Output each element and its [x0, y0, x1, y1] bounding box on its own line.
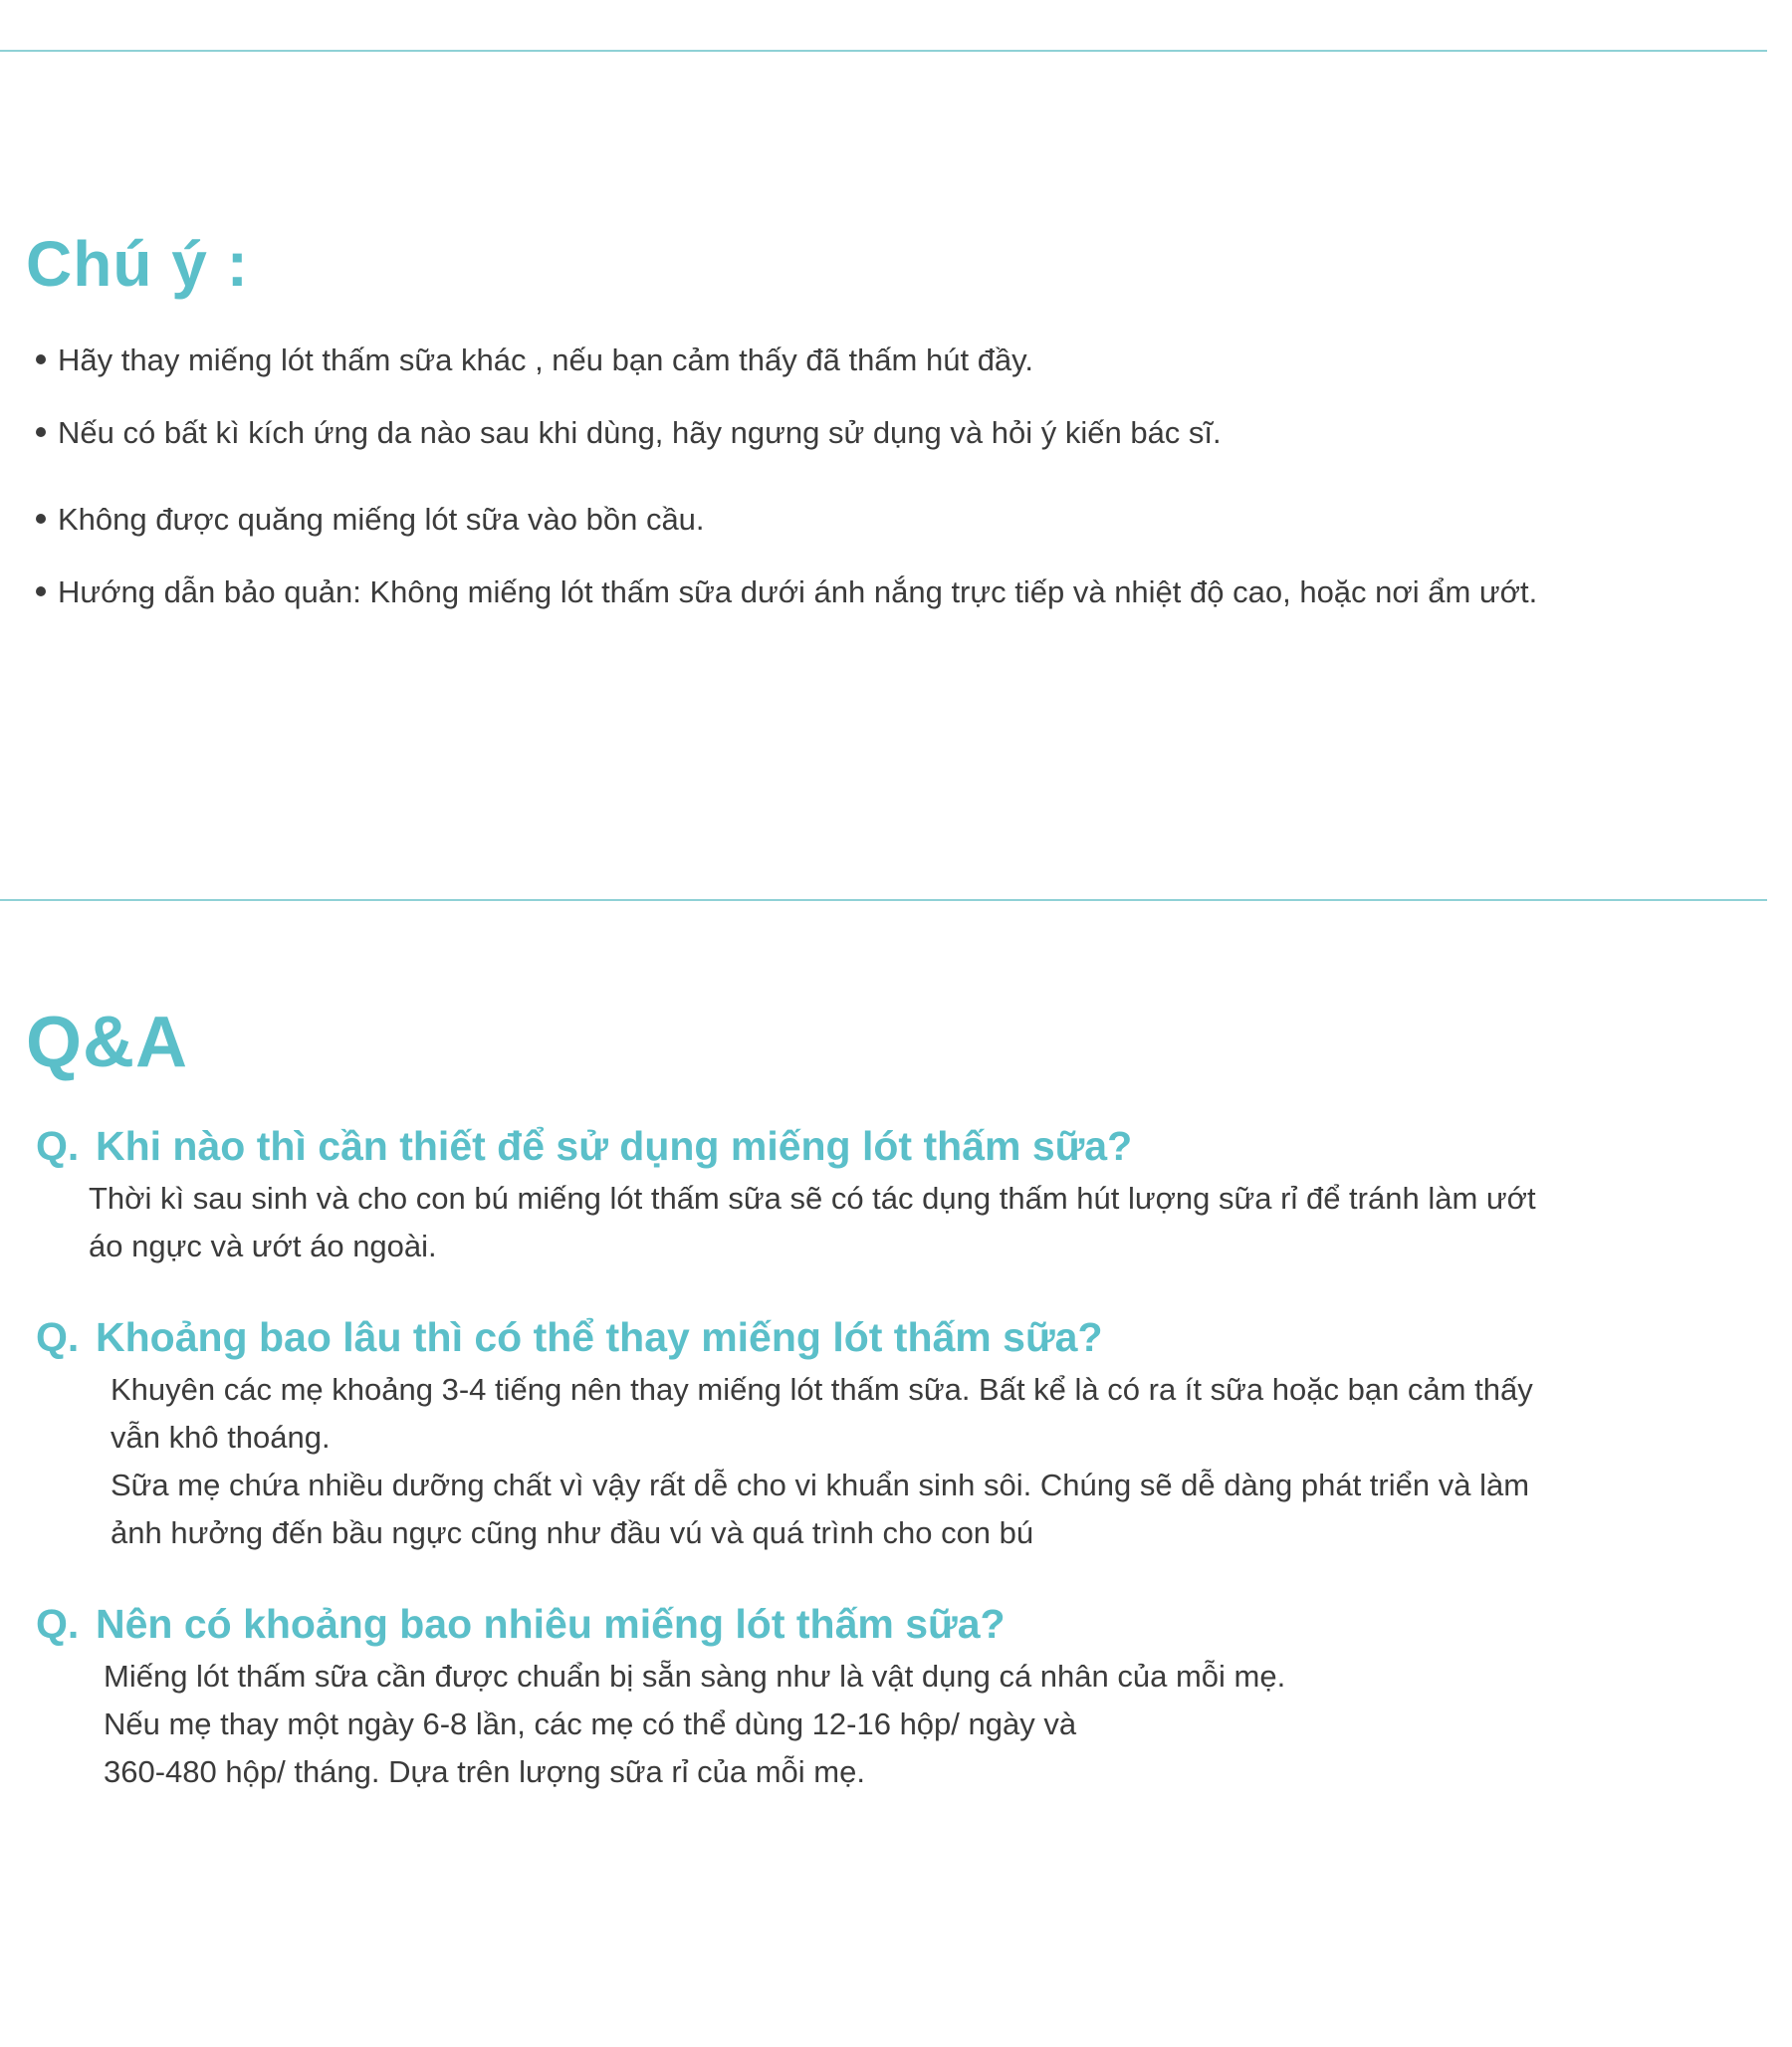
note-item-text: Nếu có bất kì kích ứng da nào sau khi dùng, hãy ngưng sử dụng và hỏi ý kiến bác sĩ.	[58, 415, 1222, 450]
answer-line: Sữa mẹ chứa nhiều dưỡng chất vì vậy rất dễ cho vi khuẩn sinh sôi. Chúng sẽ dễ dàng phát triển và làm	[111, 1468, 1530, 1502]
qa-title: Q&A	[26, 1003, 188, 1082]
qa-answer	[111, 1366, 1533, 1557]
answer-line: Nếu mẹ thay một ngày 6-8 lần, các mẹ có thể dùng 12-16 hộp/ ngày và	[104, 1706, 1077, 1741]
qa-answer	[89, 1175, 1536, 1270]
question-prefix: Q.	[36, 1314, 80, 1360]
bullet-dot-icon	[36, 514, 46, 524]
question-prefix: Q.	[36, 1123, 80, 1169]
section-divider	[0, 899, 1767, 901]
answer-line: Miếng lót thấm sữa cần được chuẩn bị sẵn sàng như là vật dụng cá nhân của mỗi mẹ.	[104, 1659, 1286, 1694]
answer-line: Khuyên các mẹ khoảng 3-4 tiếng nên thay miếng lót thấm sữa. Bất kể là có ra ít sữa hoặc bạn cảm thấy	[111, 1372, 1533, 1407]
answer-line: vẫn khô thoáng.	[111, 1420, 331, 1455]
answer-line: áo ngực và ướt áo ngoài.	[89, 1229, 437, 1263]
answer-line: ảnh hưởng đến bầu ngực cũng như đầu vú và quá trình cho con bú	[111, 1515, 1034, 1550]
qa-question	[36, 1310, 1103, 1364]
question-prefix: Q.	[36, 1601, 80, 1647]
bullet-dot-icon	[36, 427, 46, 437]
note-title: Chú ý :	[26, 228, 249, 300]
note-item	[36, 570, 1537, 614]
note-item-text: Hãy thay miếng lót thấm sữa khác , nếu bạn cảm thấy đã thấm hút đầy.	[58, 342, 1033, 377]
top-divider	[0, 50, 1767, 52]
qa-question	[36, 1597, 1006, 1651]
question-text: Khoảng bao lâu thì có thể thay miếng lót thấm sữa?	[96, 1314, 1103, 1360]
note-item	[36, 411, 1222, 455]
qa-question	[36, 1119, 1132, 1173]
answer-line: Thời kì sau sinh và cho con bú miếng lót thấm sữa sẽ có tác dụng thấm hút lượng sữa rỉ để tránh làm ướt	[89, 1181, 1536, 1216]
answer-line: 360-480 hộp/ tháng. Dựa trên lượng sữa rỉ của mỗi mẹ.	[104, 1754, 865, 1789]
bullet-dot-icon	[36, 586, 46, 596]
note-item-text: Không được quăng miếng lót sữa vào bồn cầu.	[58, 502, 705, 537]
note-item-text: Hướng dẫn bảo quản: Không miếng lót thấm sữa dưới ánh nắng trực tiếp và nhiệt độ cao, hoặc nơi ẩm ướt.	[58, 574, 1538, 609]
question-text: Nên có khoảng bao nhiêu miếng lót thấm sữa?	[96, 1601, 1006, 1647]
note-item	[36, 339, 1033, 382]
question-text: Khi nào thì cần thiết để sử dụng miếng lót thấm sữa?	[96, 1123, 1133, 1169]
bullet-dot-icon	[36, 354, 46, 364]
note-item	[36, 498, 705, 542]
qa-answer	[104, 1653, 1285, 1796]
